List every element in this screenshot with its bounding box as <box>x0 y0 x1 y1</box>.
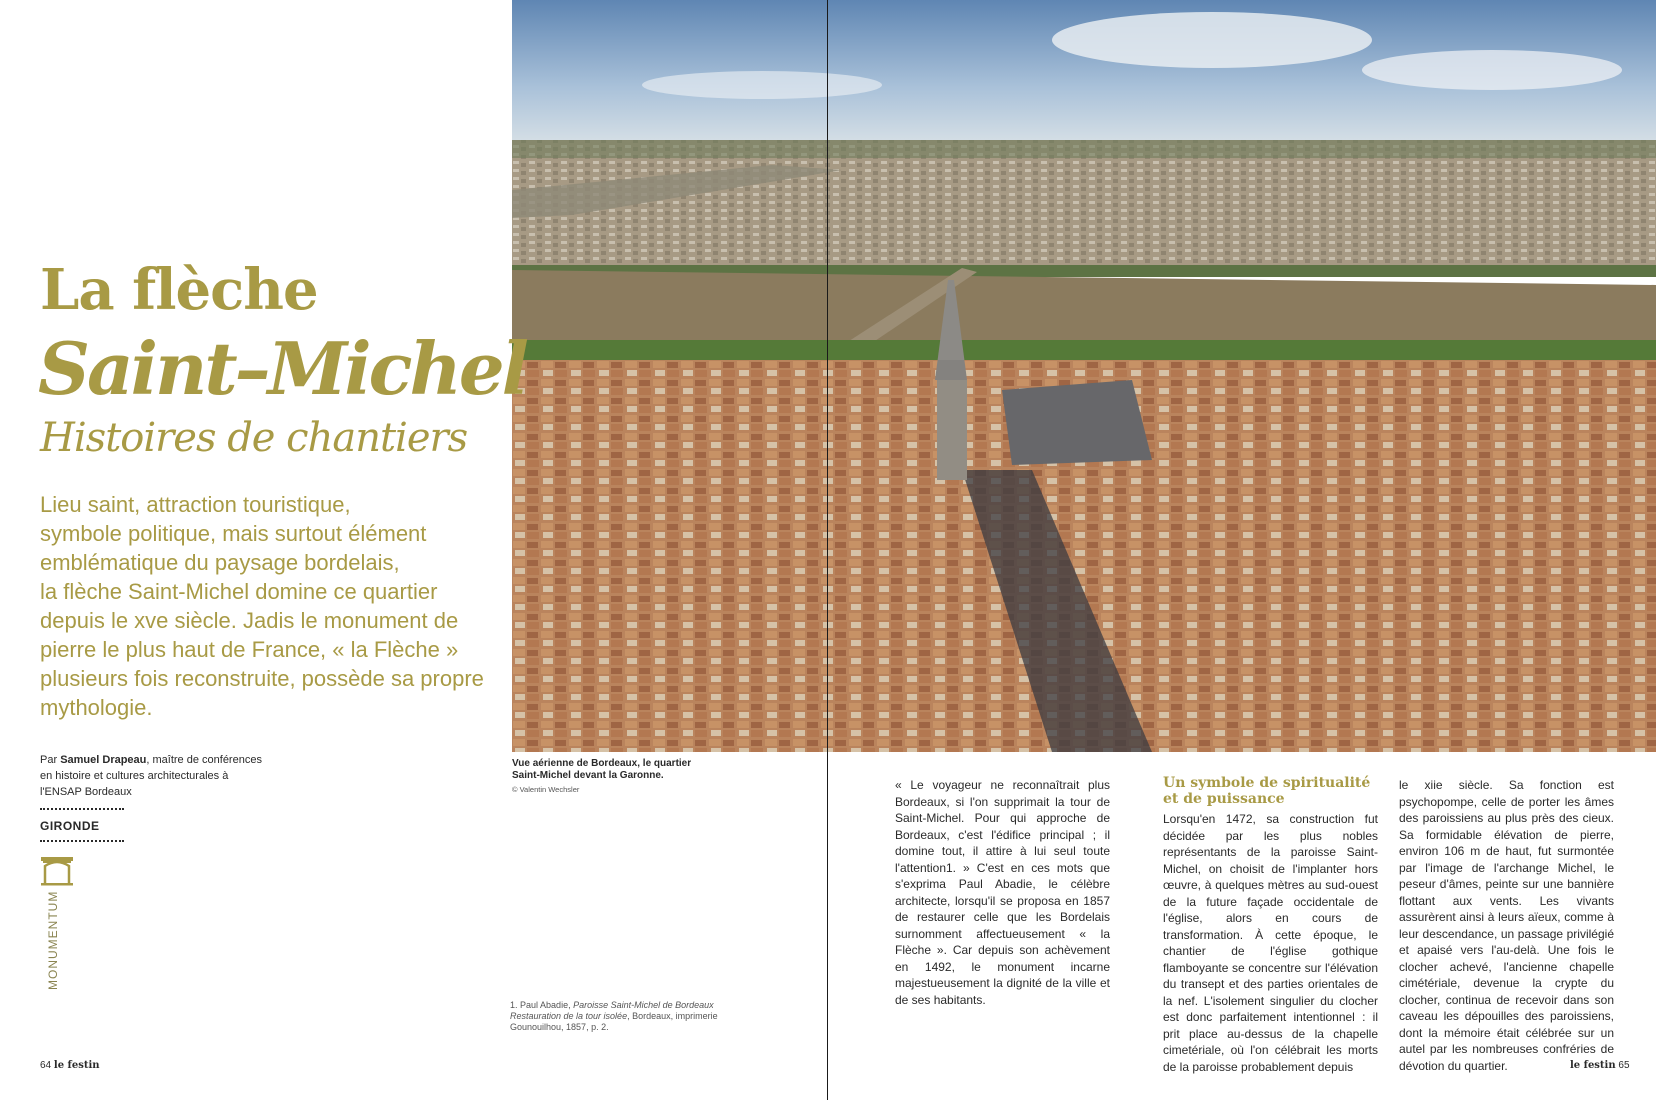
body-column-3: le xiie siècle. Sa fonction est psychopompe, celle de porter les âmes des paroissiens au plus près des cieux. Sa formidable élévation de pierre, environ 106 m de haut, fut surmontée par l'image de l'archange Michel, le peseur d'âmes, peinte sur une bannière flottant aux vents. Les vivants assurèrent ainsi à leurs aïeux, comme à leur descendance, un passage privilégié et apaisé vers l'au-delà. Une fois le clocher achevé, l'ancienne chapelle cimétériale, devenue la crypte du clocher, continua de recevoir dans son caveau les dépouilles des paroissiens, dont la mémoire était célébrée sur un autel par les nombreuses confréries de dévotion du quartier. <box>1399 778 1614 1073</box>
page-number-right: 65 <box>1618 1060 1630 1071</box>
title-line-1: La flèche <box>40 257 318 323</box>
lead-line: symbole politique, mais surtout élément <box>40 521 427 546</box>
folio-left <box>40 1060 100 1071</box>
lead-paragraph <box>40 490 510 722</box>
rubric-label: MONUMENTUM <box>46 890 60 990</box>
lead-line: depuis le xve siècle. Jadis le monument de <box>40 608 459 633</box>
photo-caption: Vue aérienne de Bordeaux, le quartier Saint-Michel devant la Garonne. <box>512 758 692 781</box>
brand-logo-right: le festin <box>1570 1060 1616 1071</box>
page-number-left: 64 <box>40 1060 52 1071</box>
lead-line: Lieu saint, attraction touristique, <box>40 492 351 517</box>
lead-line: emblématique du paysage bordelais, <box>40 550 400 575</box>
aerial-photo <box>512 0 1656 752</box>
lead-line: la flèche Saint-Michel domine ce quartier <box>40 579 438 604</box>
byline-role: , maître de conférences en histoire et cultures architecturales à l'ENSAP Bordeaux <box>40 754 262 798</box>
byline-prefix: Par <box>40 754 58 766</box>
lead-line: plusieurs fois reconstruite, possède sa propre <box>40 666 484 691</box>
footnote-author: Paul Abadie, <box>520 1000 571 1010</box>
footnote-title: Paroisse Saint-Michel de Bordeaux Restauration de la tour isolée <box>510 1000 714 1021</box>
folio-right <box>1570 1060 1630 1071</box>
dotted-divider <box>40 840 124 842</box>
photo-credit: © Valentin Wechsler <box>512 785 580 794</box>
brand-logo-left: le festin <box>53 1060 100 1071</box>
footnote <box>510 1000 720 1033</box>
section-subhead: Un symbole de spiritualité et de puissance <box>1163 775 1371 807</box>
byline <box>40 752 270 800</box>
lead-line: pierre le plus haut de France, « la Flèche » <box>40 637 459 662</box>
dotted-divider <box>40 808 124 810</box>
footnote-number: 1. <box>510 1000 518 1010</box>
title-line-3: Histoires de chantiers <box>40 415 468 461</box>
footnote-rest: , Bordeaux, imprimerie Gounouilhou, 1857, p. 2. <box>510 1011 718 1032</box>
body-column-2: Lorsqu'en 1472, sa construction fut décidée par les plus nobles représentants de la paroisse Saint-Michel, on choisit de l'implanter hors œuvre, à quelques mètres au sud-ouest de la future façade occidentale de l'église, alors en cours de transformation. À cette époque, le chantier de l'église gothique flamboyante se concentre sur l'élévation du transept et des parties orientales de la nef. L'isolement singulier du clocher est donc parfaitement intentionnel : il prit place au-dessus de la chapelle cimetériale, où l'on célébrait les morts de la paroisse probablement depuis <box>1163 812 1378 1074</box>
body-column-1: « Le voyageur ne reconnaîtrait plus Bordeaux, si l'on supprimait la tour de Saint-Michel. Pour qui approche de Bordeaux, c'est l'édifice principal ; il domine tout, il attire à lui seul toute l'attention1. » C'est en ces mots que s'exprima Paul Abadie, le célèbre architecte, lorsqu'il se proposa en 1857 de restaurer celle que les Bordelais surnomment affectueusement « la Flèche ». Car depuis son achèvement en 1492, le monument incarne majestueusement la dignité de la ville et de ses habitants. <box>895 778 1110 1007</box>
region-label: GIRONDE <box>40 819 100 833</box>
monument-icon <box>40 856 74 891</box>
title-line-2: Saint–Michel <box>38 326 527 411</box>
byline-author: Samuel Drapeau <box>60 754 147 766</box>
page-gutter <box>827 0 828 1100</box>
lead-line: mythologie. <box>40 695 153 720</box>
